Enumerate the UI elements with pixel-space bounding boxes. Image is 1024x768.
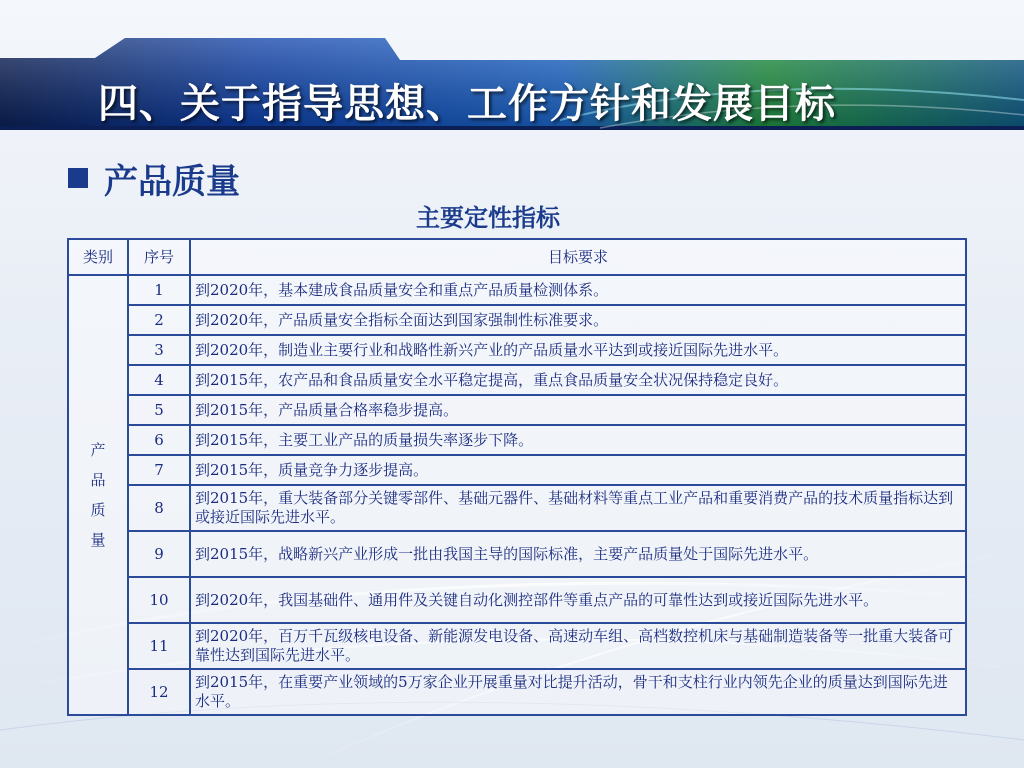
table-row: [68, 577, 966, 623]
row-number: 10: [128, 577, 190, 623]
row-requirement: 到2015年，产品质量合格率稳步提高。: [190, 395, 966, 425]
category-cell: [68, 275, 128, 715]
category-char: 产: [90, 441, 106, 459]
category-char: 量: [90, 531, 106, 549]
table-row: [68, 305, 966, 335]
table-row: [68, 669, 966, 715]
row-number: 11: [128, 623, 190, 669]
row-requirement: 到2020年，我国基础件、通用件及关键自动化测控部件等重点产品的可靠性达到或接近国际先进水平。: [190, 577, 966, 623]
row-number: 6: [128, 425, 190, 455]
row-requirement: 到2015年，在重要产业领域的5万家企业开展重量对比提升活动，骨干和支柱行业内领先企业的质量达到国际先进水平。: [190, 669, 966, 715]
table-row: [68, 275, 966, 305]
row-requirement: 到2020年，产品质量安全指标全面达到国家强制性标准要求。: [190, 305, 966, 335]
table-row: [68, 425, 966, 455]
row-requirement: 到2020年，百万千瓦级核电设备、新能源发电设备、高速动车组、高档数控机床与基础制造装备等一批重大装备可靠性达到国际先进水平。: [190, 623, 966, 669]
row-number: 2: [128, 305, 190, 335]
row-number: 9: [128, 531, 190, 577]
table-row: [68, 531, 966, 577]
bullet-square-icon: [68, 168, 88, 188]
row-requirement: 到2015年，质量竞争力逐步提高。: [190, 455, 966, 485]
row-requirement: 到2020年，制造业主要行业和战略性新兴产业的产品质量水平达到或接近国际先进水平。: [190, 335, 966, 365]
category-char: 质: [90, 501, 106, 519]
table-row: [68, 365, 966, 395]
table-row: [68, 455, 966, 485]
row-requirement: 到2015年，战略新兴产业形成一批由我国主导的国际标准，主要产品质量处于国际先进水平。: [190, 531, 966, 577]
row-number: 1: [128, 275, 190, 305]
goals-table: [67, 238, 967, 716]
table-header-row: [68, 239, 966, 275]
table-row: [68, 623, 966, 669]
row-number: 5: [128, 395, 190, 425]
row-requirement: 到2015年，农产品和食品质量安全水平稳定提高，重点食品质量安全状况保持稳定良好。: [190, 365, 966, 395]
header-banner: [0, 0, 1024, 135]
page-title: 四、关于指导思想、工作方针和发展目标: [98, 81, 836, 127]
column-header-category: 类别: [68, 239, 128, 275]
table-row: [68, 485, 966, 531]
category-char: 品: [90, 471, 106, 489]
row-requirement: 到2015年，主要工业产品的质量损失率逐步下降。: [190, 425, 966, 455]
row-number: 4: [128, 365, 190, 395]
row-number: 12: [128, 669, 190, 715]
table-row: [68, 395, 966, 425]
section-title: 产品质量: [104, 161, 240, 202]
row-requirement: 到2020年，基本建成食品质量安全和重点产品质量检测体系。: [190, 275, 966, 305]
table-row: [68, 335, 966, 365]
column-header-requirement: 目标要求: [190, 239, 966, 275]
row-number: 7: [128, 455, 190, 485]
column-header-number: 序号: [128, 239, 190, 275]
row-number: 3: [128, 335, 190, 365]
row-requirement: 到2015年，重大装备部分关键零部件、基础元器件、基础材料等重点工业产品和重要消费产品的技术质量指标达到或接近国际先进水平。: [190, 485, 966, 531]
section-heading: [68, 158, 240, 202]
table-title: 主要定性指标: [416, 204, 560, 232]
row-number: 8: [128, 485, 190, 531]
